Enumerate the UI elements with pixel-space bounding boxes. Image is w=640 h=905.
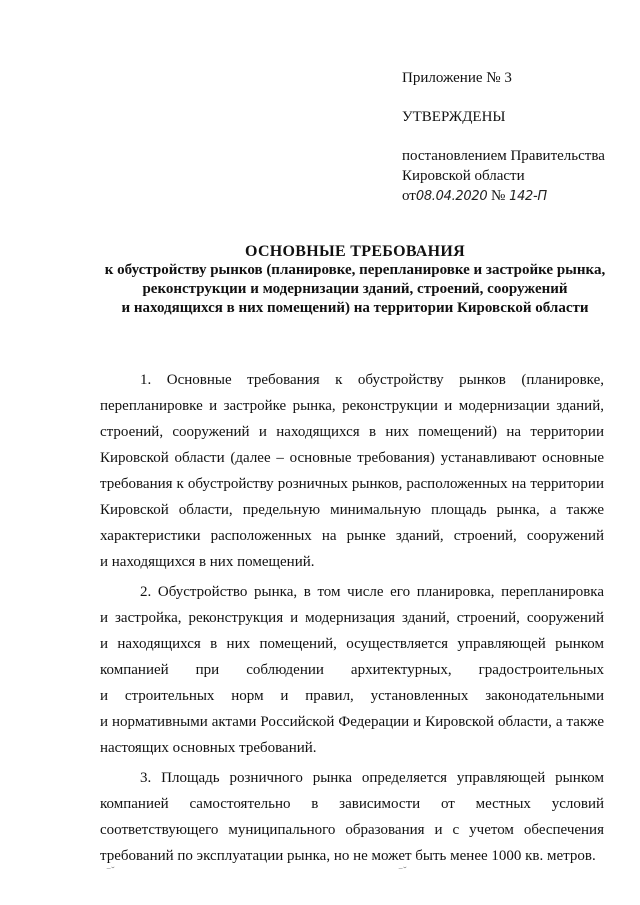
handwritten-date: 08.04.2020 — [415, 189, 488, 204]
approved-by-line-1: постановлением Правительства — [402, 148, 605, 164]
paragraph-line: строений, сооружений и находящихся в них помещений) на территории — [100, 424, 604, 440]
document-title — [90, 242, 620, 318]
paragraph-line: 1. Основные требования к обустройству рынков (планировке, — [140, 372, 604, 388]
approval-stamp-block — [402, 68, 630, 207]
approved-by-line-2: Кировской области — [402, 168, 525, 184]
paragraph-line: требований по эксплуатации рынка, но не может быть менее 1000 кв. метров. — [100, 848, 596, 864]
paragraph-line: настоящих основных требований. — [100, 740, 317, 756]
scan-mark-left: ⁻˘ — [106, 866, 115, 877]
approved-label: УТВЕРЖДЕНЫ — [402, 109, 506, 125]
title-main: ОСНОВНЫЕ ТРЕБОВАНИЯ — [245, 243, 465, 260]
document-body — [100, 367, 604, 873]
handwritten-number: 142-П — [509, 189, 547, 204]
paragraph-line: 2. Обустройство рынка, в том числе его планировка, перепланировка — [140, 584, 604, 600]
title-sub-line-2: реконструкции и модернизации зданий, строений, сооружений — [142, 281, 568, 297]
approval-date-line — [402, 186, 630, 207]
paragraph-line: требования к обустройству розничных рынков, расположенных на территории — [100, 476, 604, 492]
paragraph-line: 3. Площадь розничного рынка определяется управляющей рынком — [140, 770, 604, 786]
title-sub-line-1: к обустройству рынков (планировке, перепланировке и застройке рынка, — [104, 262, 606, 278]
paragraph-2 — [100, 579, 604, 761]
paragraph-line: Кировской области, предельную минимальную площадь рынка, а также — [100, 502, 604, 518]
paragraph-line: компанией самостоятельно в зависимости от местных условий — [100, 796, 604, 812]
paragraph-line: и находящихся в них помещений, осуществляется управляющей рынком — [100, 636, 604, 652]
paragraph-line: Кировской области (далее – основные требования) устанавливают основные — [100, 450, 604, 466]
paragraph-line: соответствующего муниципального образования и с учетом обеспечения — [100, 822, 604, 838]
paragraph-line: и строительных норм и правил, установленных законодательными — [100, 688, 604, 704]
paragraph-line: компанией при соблюдении архитектурных, градостроительных — [100, 662, 604, 678]
appendix-label: Приложение № 3 — [402, 70, 512, 86]
paragraph-1 — [100, 367, 604, 575]
paragraph-line: и находящихся в них помещений. — [100, 554, 315, 570]
paragraph-line: и нормативными актами Российской Федерации и Кировской области, а также — [100, 714, 604, 730]
paragraph-line: характеристики расположенных на рынке зданий, строений, сооружений — [100, 528, 604, 544]
title-sub-line-3: и находящихся в них помещений) на территории Кировской области — [121, 300, 589, 316]
paragraph-line: перепланировке и застройке рынка, реконструкции и модернизации зданий, — [100, 398, 604, 414]
scan-mark-right: ⁻˘ — [398, 866, 407, 877]
paragraph-3 — [100, 765, 604, 869]
number-sign: № — [491, 188, 506, 204]
date-prefix: от — [402, 188, 416, 204]
paragraph-line: и застройка, реконструкция и модернизация зданий, строений, сооружений — [100, 610, 604, 626]
